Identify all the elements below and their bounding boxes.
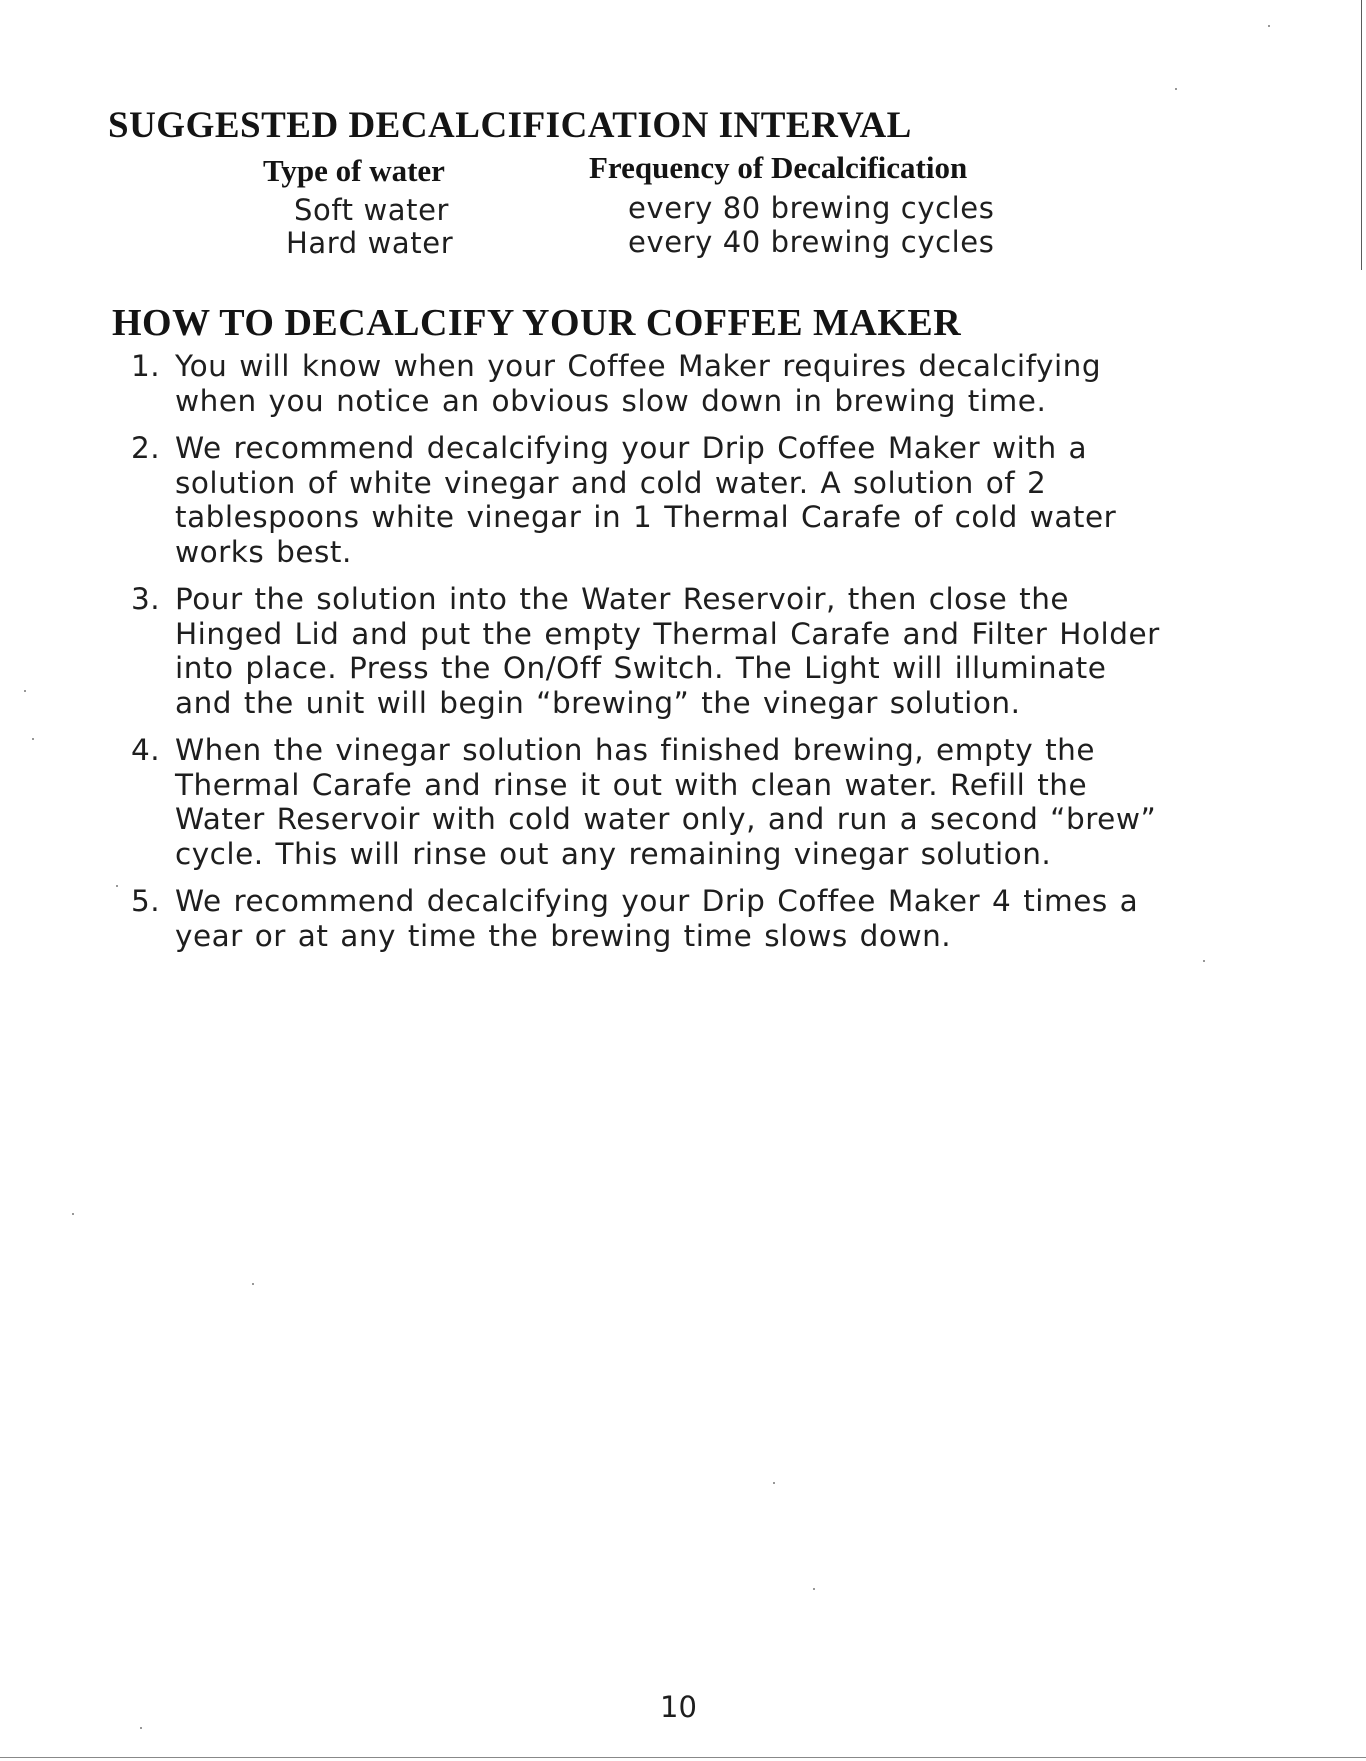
step-line: Water Reservoir with cold water only, and run a second “brew”: [175, 802, 1157, 836]
step-line: Pour the solution into the Water Reservoir, then close the: [175, 582, 1070, 616]
step-number: 2.: [131, 431, 161, 465]
column-header-water-type: Type of water: [263, 153, 445, 188]
step-line: We recommend decalcifying your Drip Coffee Maker 4 times a: [175, 884, 1139, 918]
table-cell-frequency: every 40 brewing cycles: [628, 225, 995, 259]
step-line: Thermal Carafe and rinse it out with clean water. Refill the: [175, 767, 1088, 802]
scan-speck: [32, 738, 34, 740]
step-line: tablespoons white vinegar in 1 Thermal Carafe of cold water: [175, 500, 1117, 534]
step-number: 1.: [131, 349, 161, 383]
page-number: 10: [660, 1690, 697, 1724]
scan-speck: [1175, 88, 1177, 90]
step-line: works best.: [175, 534, 352, 569]
scan-speck: [24, 690, 26, 692]
scan-edge-line: [1361, 0, 1362, 270]
scan-speck: [252, 1283, 254, 1285]
table-cell-water-type: Hard water: [286, 226, 454, 260]
howto-heading: HOW TO DECALCIFY YOUR COFFEE MAKER: [112, 302, 962, 344]
step-number: 4.: [131, 733, 161, 767]
step-line: and the unit will begin “brewing” the vinegar solution.: [175, 685, 1021, 720]
scan-speck: [1268, 25, 1270, 27]
step-line: We recommend decalcifying your Drip Coffee Maker with a: [175, 431, 1088, 465]
step-line: when you notice an obvious slow down in brewing time.: [175, 383, 1047, 418]
scan-bottom-line: [0, 1757, 1366, 1758]
list-item: [131, 733, 1231, 871]
step-number: 5.: [131, 884, 161, 918]
step-line: into place. Press the On/Off Switch. The Light will illuminate: [175, 651, 1107, 685]
scan-speck: [813, 1588, 815, 1590]
step-number: 3.: [131, 582, 161, 616]
scan-speck: [773, 1482, 775, 1484]
interval-heading: SUGGESTED DECALCIFICATION INTERVAL: [108, 105, 912, 146]
list-item: [131, 431, 1231, 569]
list-item: [131, 582, 1231, 720]
column-header-frequency: Frequency of Decalcification: [589, 150, 968, 185]
step-line: Hinged Lid and put the empty Thermal Carafe and Filter Holder: [175, 616, 1160, 651]
list-item: [131, 884, 1231, 953]
list-item: [131, 349, 1231, 418]
scan-speck: [72, 1213, 74, 1215]
step-line: cycle. This will rinse out any remaining vinegar solution.: [175, 836, 1052, 871]
scan-speck: [116, 885, 118, 887]
step-line: year or at any time the brewing time slows down.: [175, 918, 952, 953]
step-line: solution of white vinegar and cold water. A solution of 2: [175, 465, 1047, 500]
steps-list: [131, 349, 1231, 966]
scan-speck: [1203, 960, 1205, 962]
scan-speck: [140, 1727, 142, 1729]
table-cell-water-type: Soft water: [294, 193, 450, 227]
table-cell-frequency: every 80 brewing cycles: [628, 191, 995, 225]
step-line: When the vinegar solution has finished brewing, empty the: [175, 733, 1095, 767]
step-line: You will know when your Coffee Maker requires decalcifying: [175, 349, 1102, 383]
